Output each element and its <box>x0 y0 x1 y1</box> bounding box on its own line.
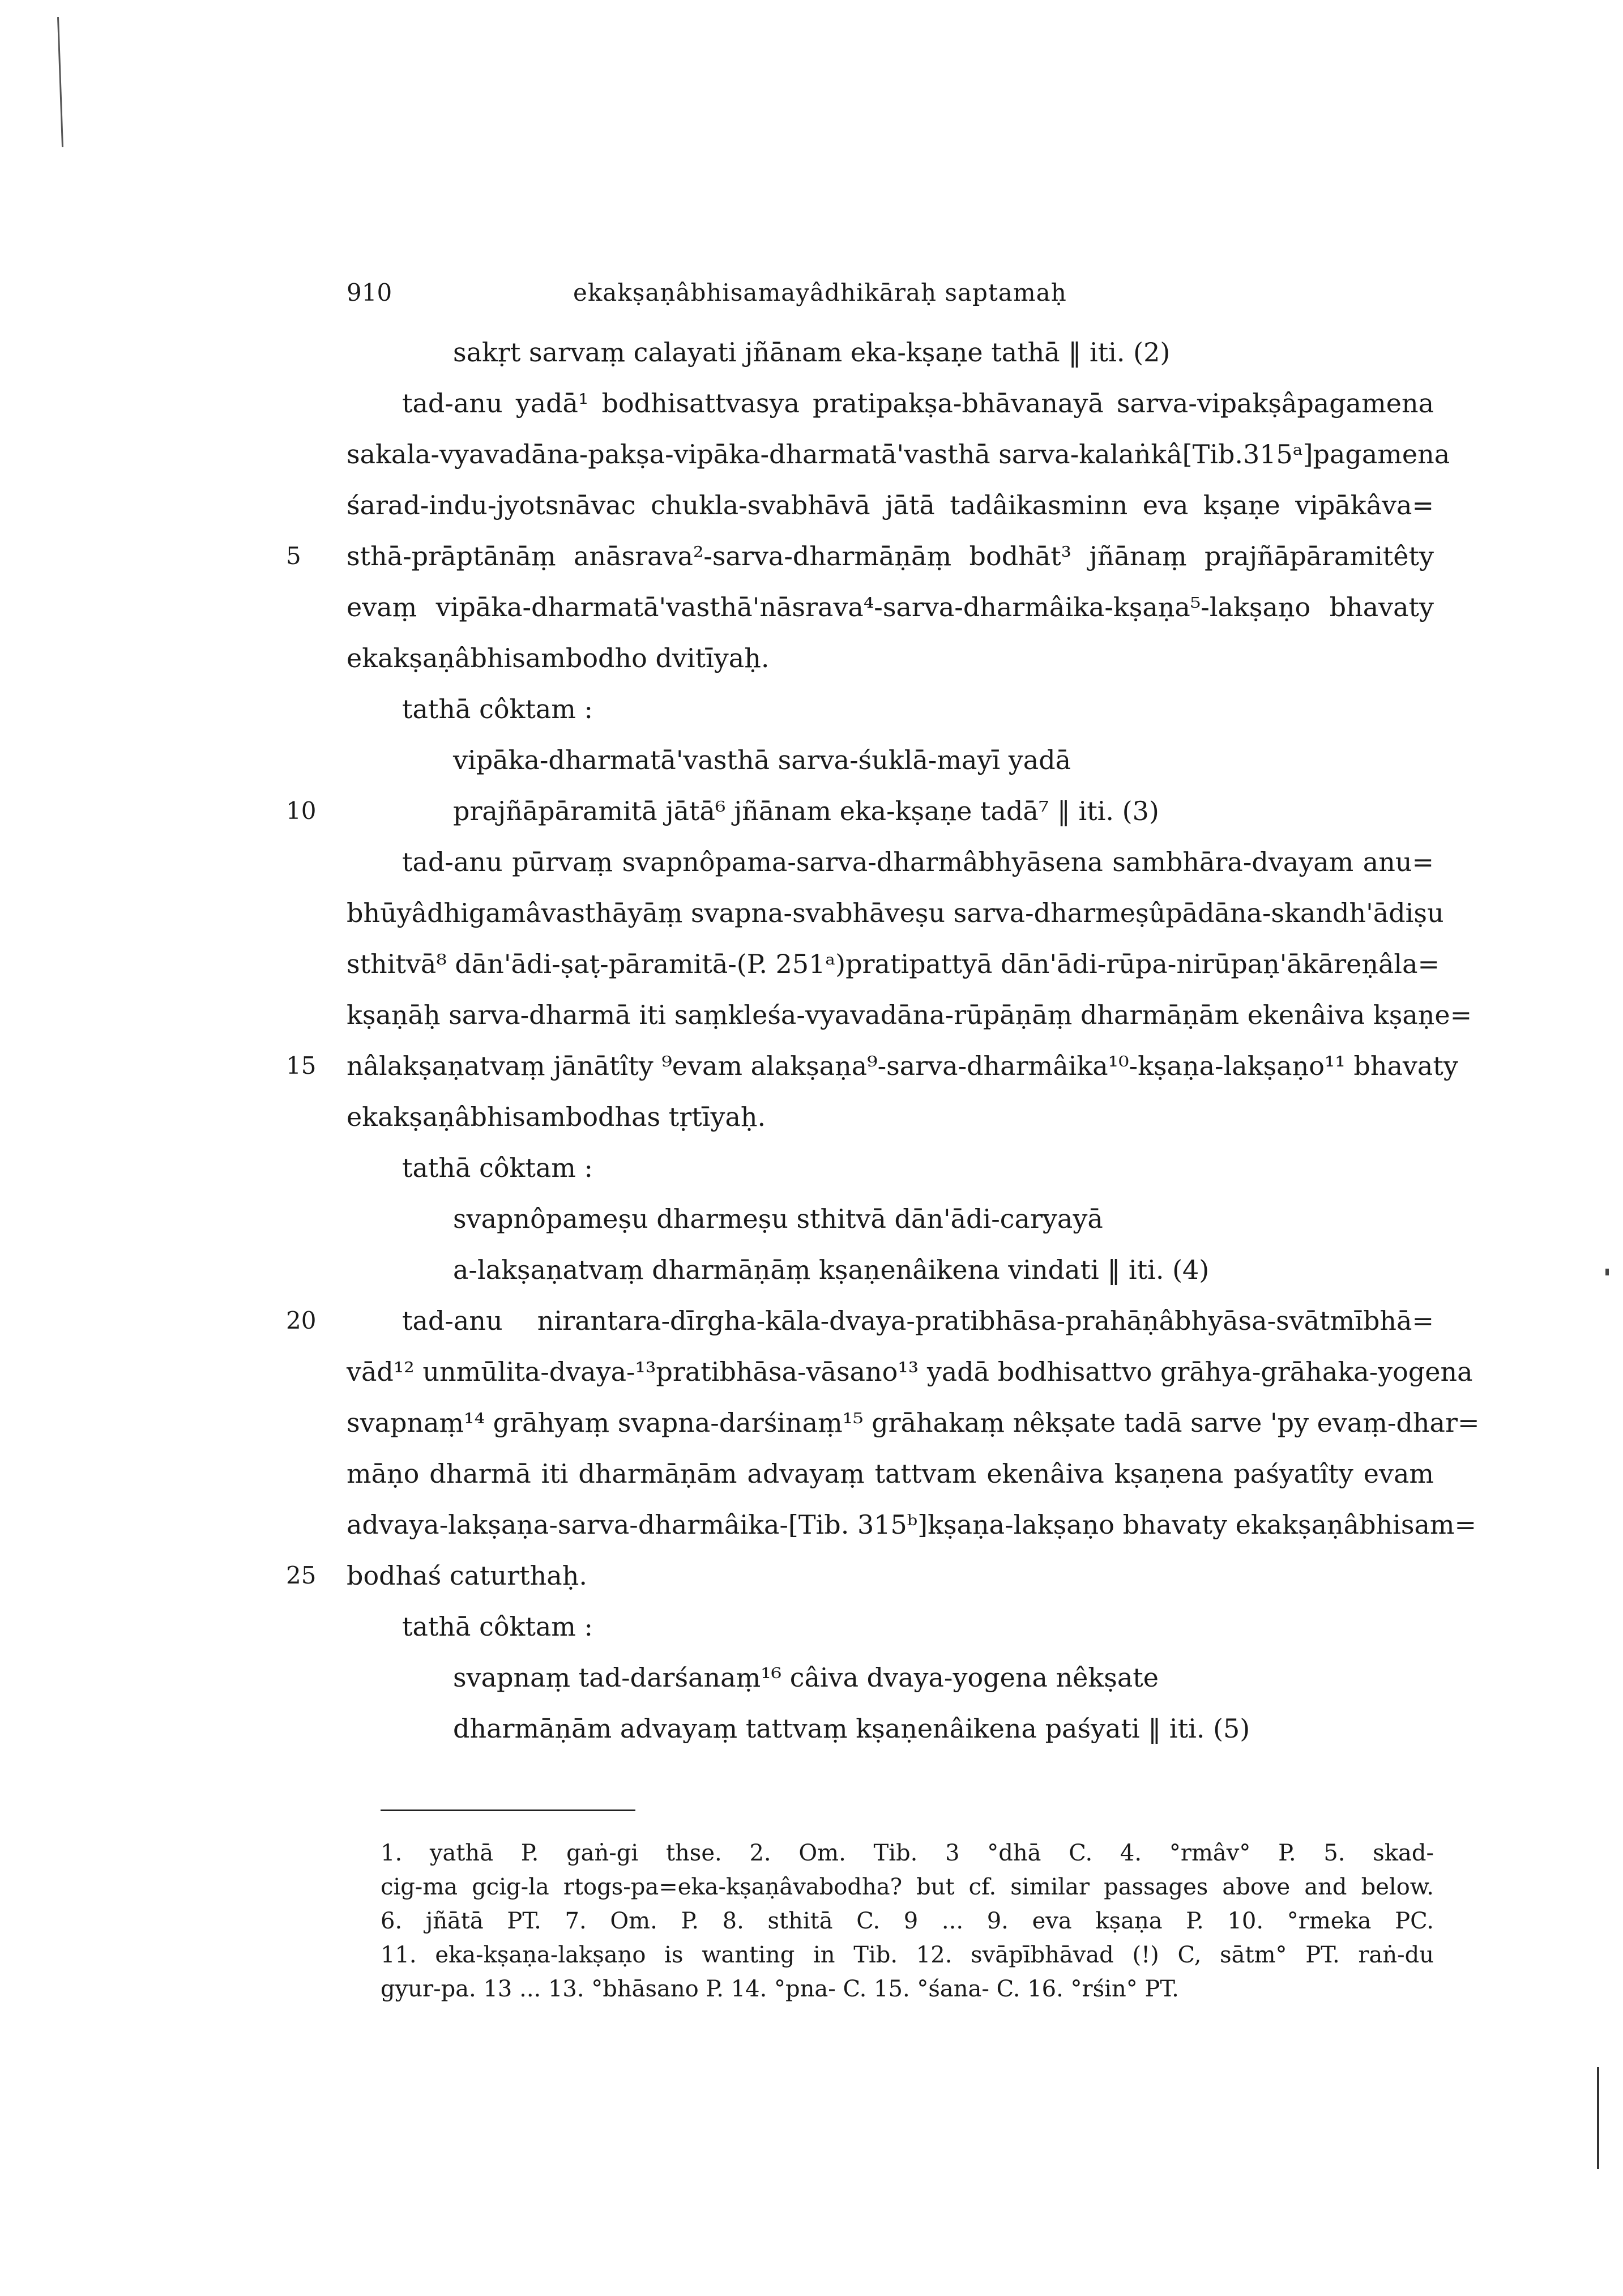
text-line: advaya-lakṣaṇa-sarva-dharmâika-[Tib. 315ᵇ]kṣaṇa-lakṣaṇo bhavaty ekakṣaṇâbhisam= <box>347 1509 1477 1540</box>
line-number: 15 <box>286 1052 317 1079</box>
scan-speck <box>1605 1269 1609 1275</box>
verse-line: a-lakṣaṇatvaṃ dharmāṇāṃ kṣaṇenâikena vindati ‖ iti. (4) <box>453 1254 1210 1285</box>
text-line: nâlakṣaṇatvaṃ jānātîty ⁹evam alakṣaṇa⁹-sarva-dharmâika¹⁰-kṣaṇa-lakṣaṇo¹¹ bhavaty <box>347 1051 1458 1081</box>
scan-margin-mark-bottom <box>1597 2067 1599 2169</box>
text-line: ekakṣaṇâbhisambodhas tṛtīyaḥ. <box>347 1102 766 1132</box>
text-line: kṣaṇāḥ sarva-dharmā iti saṃkleśa-vyavadāna-rūpāṇāṃ dharmāṇām ekenâiva kṣaṇe= <box>347 1000 1472 1030</box>
footnote-line: gyur-pa. 13 ... 13. °bhāsano P. 14. °pna- C. 15. °śana- C. 16. °rśin° PT. <box>381 1976 1179 2002</box>
verse-line: dharmāṇām advayaṃ tattvaṃ kṣaṇenâikena paśyati ‖ iti. (5) <box>453 1713 1250 1744</box>
footnote-line: 6. jñātā PT. 7. Om. P. 8. sthitā C. 9 ... 9. eva kṣaṇa P. 10. °rmeka PC. <box>381 1908 1434 1934</box>
text-line: bhūyâdhigamâvasthāyāṃ svapna-svabhāveṣu sarva-dharmeṣûpādāna-skandh'ādiṣu <box>347 898 1444 928</box>
text-line: tathā côktam : <box>402 1153 593 1183</box>
running-header <box>347 279 1309 313</box>
line-number: 20 <box>286 1307 317 1334</box>
page-number: 910 <box>347 279 392 306</box>
text-line: śarad-indu-jyotsnāvac chukla-svabhāvā jātā tadâikasminn eva kṣaṇe vipākâva= <box>347 490 1434 520</box>
text-line: sthā-prāptānāṃ anāsrava²-sarva-dharmāṇāṃ bodhāt³ jñānaṃ prajñāpāramitêty <box>347 541 1434 571</box>
verse-line: vipāka-dharmatā'vasthā sarva-śuklā-mayī yadā <box>453 745 1071 775</box>
text-line: tad-anu yadā¹ bodhisattvasya pratipakṣa-bhāvanayā sarva-vipakṣâpagamena <box>402 388 1434 419</box>
text-line: sthitvā⁸ dān'ādi-ṣaṭ-pāramitā-(P. 251ᵃ)pratipattyā dān'ādi-rūpa-nirūpaṇ'ākāreṇâla= <box>347 949 1440 979</box>
running-title: ekakṣaṇâbhisamayâdhikāraḥ saptamaḥ <box>573 279 1067 306</box>
line-number: 10 <box>286 797 317 825</box>
text-line: evaṃ vipāka-dharmatā'vasthā'nāsrava⁴-sarva-dharmâika-kṣaṇa⁵-lakṣaṇo bhavaty <box>347 592 1434 622</box>
line-number: 5 <box>286 542 301 570</box>
verse-line: svapnôpameṣu dharmeṣu sthitvā dān'ādi-caryayā <box>453 1204 1103 1234</box>
footnote-line: cig-ma gcig-la rtogs-pa=eka-kṣaṇâvabodha? but cf. similar passages above and below. <box>381 1874 1434 1900</box>
scan-margin-mark <box>57 17 63 147</box>
text-line: tathā côktam : <box>402 694 593 724</box>
line-number: 25 <box>286 1561 317 1589</box>
verse-line: svapnaṃ tad-darśanaṃ¹⁶ câiva dvaya-yogena nêkṣate <box>453 1662 1159 1693</box>
footnote-rule <box>381 1810 635 1811</box>
text-line: tad-anu pūrvaṃ svapnôpama-sarva-dharmâbhyāsena sambhāra-dvayam anu= <box>402 847 1434 877</box>
text-line: svapnaṃ¹⁴ grāhyaṃ svapna-darśinaṃ¹⁵ grāhakaṃ nêkṣate tadā sarve 'py evaṃ-dhar= <box>347 1407 1480 1438</box>
text-line: tad-anu nirantara-dīrgha-kāla-dvaya-pratibhāsa-prahāṇâbhyāsa-svātmībhā= <box>402 1305 1434 1336</box>
footnote-line: 1. yathā P. gaṅ-gi thse. 2. Om. Tib. 3 °dhā C. 4. °rmâv° P. 5. skad- <box>381 1840 1434 1866</box>
footnote-line: 11. eka-kṣaṇa-lakṣaṇo is wanting in Tib. 12. svāpībhāvad (!) C, sātm° PT. raṅ-du <box>381 1942 1434 1968</box>
text-line: sakala-vyavadāna-pakṣa-vipāka-dharmatā'vasthā sarva-kalaṅkâ[Tib.315ᵃ]pagamena <box>347 439 1450 470</box>
text-line: tathā côktam : <box>402 1611 593 1642</box>
text-line: sakṛt sarvaṃ calayati jñānam eka-kṣaṇe tathā ‖ iti. (2) <box>453 337 1171 368</box>
text-line: bodhaś caturthaḥ. <box>347 1560 587 1591</box>
text-line: māṇo dharmā iti dharmāṇām advayaṃ tattvam ekenâiva kṣaṇena paśyatîty evam <box>347 1458 1434 1489</box>
text-line: vād¹² unmūlita-dvaya-¹³pratibhāsa-vāsano¹³ yadā bodhisattvo grāhya-grāhaka-yogena <box>347 1356 1473 1387</box>
text-line: ekakṣaṇâbhisambodho dvitīyaḥ. <box>347 643 770 673</box>
verse-line: prajñāpāramitā jātā⁶ jñānam eka-kṣaṇe tadā⁷ ‖ iti. (3) <box>453 796 1159 826</box>
